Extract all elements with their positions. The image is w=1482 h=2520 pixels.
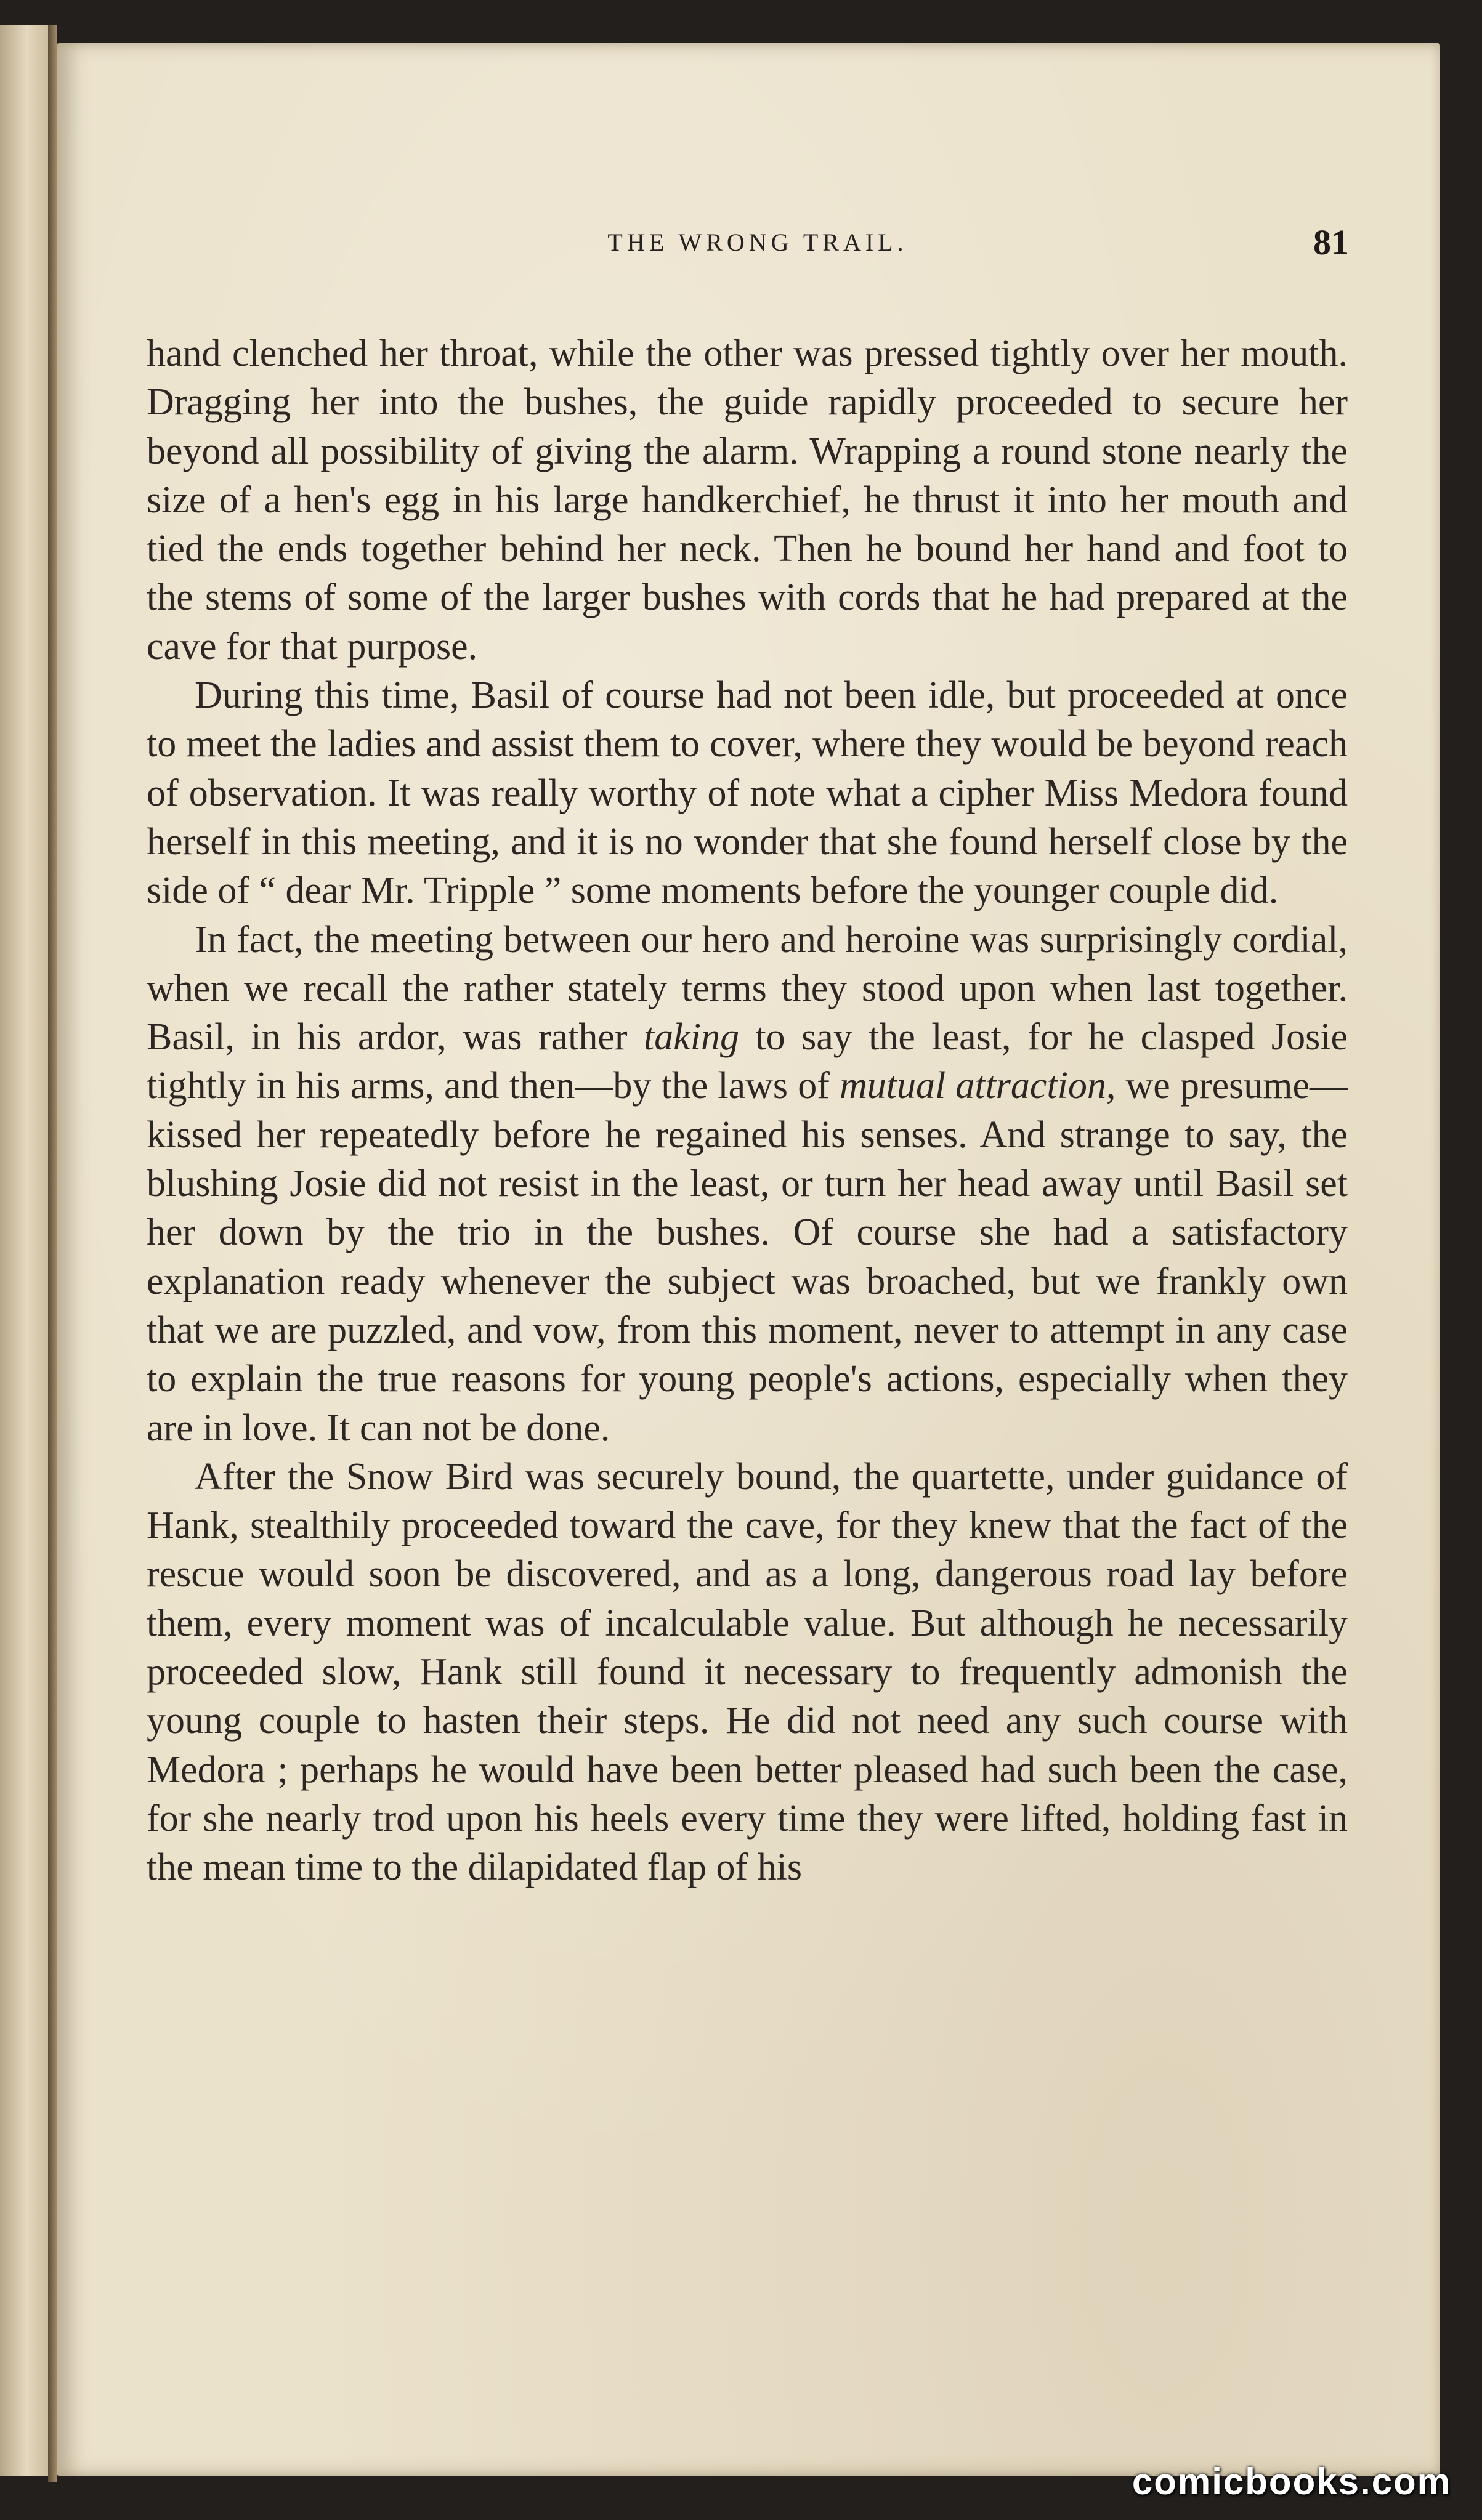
previous-page-edge (0, 25, 50, 2476)
paragraph-3-text-a: In fact, the meeting between our hero and heroine was surprisingly cordial, when we recall the rather stately terms they stood upon when last together. Basil, in his ardor, was rather (147, 918, 1348, 1059)
emphasis-taking: taking (644, 1016, 739, 1059)
page-header (166, 222, 1349, 283)
paragraph-3-text-b: to say the least, for he clasped Josie tightly in his arms, and then—by the laws of (147, 1016, 1348, 1107)
paragraph-1: hand clenched her throat, while the other was pressed tightly over her mouth. Dragging her into the bushes, the guide rapidly proceeded to secure her beyond all possibility of giving the alarm. Wrapping a round stone nearly the size of a hen's egg in his large handkerchief, he thrust it into her mouth and tied the ends together behind her neck. Then he bound her hand and foot to the stems of some of the larger bushes with cords that he had prepared at the cave for that purpose. (147, 333, 1348, 668)
paragraph-3 (147, 916, 1348, 1453)
emphasis-mutual-attraction: mutual attraction (839, 1065, 1106, 1107)
running-head: THE WRONG TRAIL. (607, 228, 908, 256)
book-gutter (48, 25, 57, 2482)
paragraph-4: After the Snow Bird was securely bound, the quartette, under guidance of Hank, stealthily proceeded toward the cave, for they knew that the fact of the rescue would soon be discovered, and as a long, dangerous road lay before them, every moment was of incalculable value. But although he necessarily proceeded slow, Hank still found it necessary to frequently admonish the young couple to hasten their steps. He did not need any such course with Medora ; perhaps he would have been better pleased had such been the case, for she nearly trod upon his heels every time they were lifted, holding fast in the mean time to the dilapidated flap of his (147, 1455, 1348, 1889)
page-number: 81 (1313, 222, 1349, 262)
body-text (147, 329, 1348, 1892)
paragraph-2: During this time, Basil of course had not been idle, but proceeded at once to meet the ladies and assist them to cover, where they would be beyond reach of observation. It was really worthy of note what a cipher Miss Medora found herself in this meeting, and it is no wonder that she found herself close by the side of “ dear Mr. Tripple ” some moments before the younger couple did. (147, 674, 1348, 912)
paragraph-3-text-c: , we presume—kissed her repeatedly before he regained his senses. And strange to say, the blushing Josie did not resist in the least, or turn her head away until Basil set her down by the trio in the bushes. Of course she had a satisfactory explanation ready whenever the subject was broached, but we frankly own that we are puzzled, and vow, from this moment, never to attempt in any case to explain the true reasons for young people's actions, especially when they are in love. It can not be done. (147, 1065, 1348, 1449)
watermark: comicbooks.com (1132, 2461, 1451, 2502)
